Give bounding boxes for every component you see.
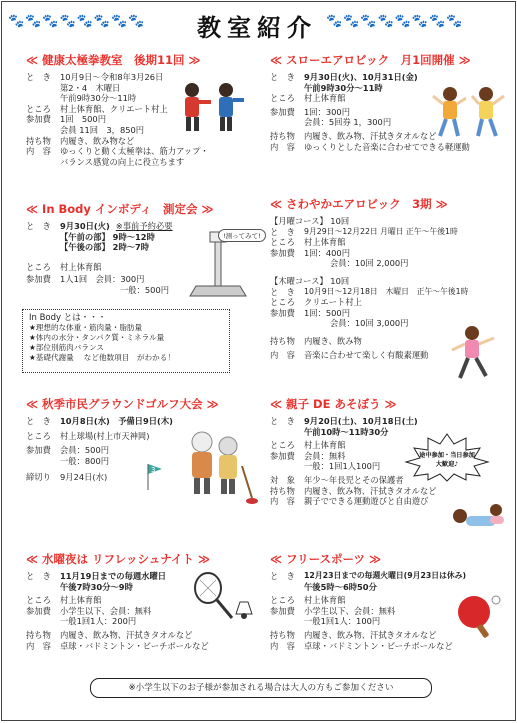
label-when: と き xyxy=(270,226,295,237)
burst-line-1: 途中参加・当日参加 xyxy=(419,452,475,459)
label-content: 内 容 xyxy=(270,349,295,360)
value-when: 12月23日までの毎週火曜日(9月23日は休み) xyxy=(304,571,467,580)
paw-prints-left: 🐾🐾🐾🐾🐾🐾🐾🐾 xyxy=(8,14,146,29)
label-place: ところ xyxy=(270,237,295,248)
value-bring: 内履き、飲み物 xyxy=(304,335,362,346)
value-place: 村上体育館 xyxy=(304,440,346,451)
value-when-time: 午後7時30分～9時 xyxy=(60,581,133,592)
label-bring: 持ち物 xyxy=(270,335,295,346)
label-target: 対 象 xyxy=(270,474,295,485)
value-content: ゆっくりとした音楽に合わせてできる軽運動 xyxy=(304,141,470,152)
speech-bubble: !測ってみて! xyxy=(218,229,266,242)
label-fee: 参加費 xyxy=(270,307,295,318)
value-fee-general: 一般：800円 xyxy=(60,455,110,466)
value-when-afternoon: 【午後の部】 2時～7時 xyxy=(60,242,150,253)
value-bring: 内履き、飲み物、汗拭きタオルなど xyxy=(304,629,437,640)
section-title: ≪ 健康太極拳教室 後期11回 ≫ xyxy=(26,53,201,67)
label-bring: 持ち物 xyxy=(270,629,295,640)
value-when-day: 第2・4 木曜日 xyxy=(60,82,121,93)
label-content: 内 容 xyxy=(270,640,295,651)
value-place: 村上体育館 xyxy=(60,261,102,272)
label-deadline: 締切り xyxy=(26,472,51,483)
label-when: と き xyxy=(26,221,51,231)
value-fee: 1回：500円 xyxy=(304,307,351,318)
footer-note: ※小学生以下のお子様が参加される場合は大人の方もご参加ください xyxy=(90,678,432,698)
value-when-time: 午前9時30分～11時 xyxy=(60,93,137,104)
header xyxy=(2,6,515,42)
value-place: 村上球場(村上市天神岡) xyxy=(60,430,150,441)
label-bring: 持ち物 xyxy=(270,485,295,496)
info-line: ★理想的な体重・筋肉量・脂肪量 xyxy=(29,323,143,332)
label-when: と き xyxy=(270,72,295,82)
section-title: ≪ In Body インボディ 測定会 ≫ xyxy=(26,202,214,216)
label-fee: 参加費 xyxy=(26,605,51,616)
info-box-title: In Body とは・・・ xyxy=(29,313,107,323)
section-title: ≪ スローエアロビック 月1回開催 ≫ xyxy=(270,53,471,67)
section-title: ≪ 秋季市民グラウンドゴルフ大会 ≫ xyxy=(26,397,219,411)
label-place: ところ xyxy=(26,430,51,441)
value-content: 親子でできる運動遊びと自由遊び xyxy=(304,496,429,507)
label-when: と き xyxy=(270,286,295,297)
label-bring: 持ち物 xyxy=(26,629,51,640)
info-line: ★体内の水分・タンパク質・ミネラル量 xyxy=(29,333,165,342)
value-content: 卓球・バドミントン・ビーチボールなど xyxy=(304,640,453,651)
value-deadline: 9月24日(水) xyxy=(60,472,108,483)
value-fee: 1回：400円 xyxy=(304,247,351,258)
value-bring: 内履き、飲み物など xyxy=(60,135,135,146)
label-place: ところ xyxy=(26,261,51,272)
value-fee-general: 一般1回1人：100円 xyxy=(304,616,381,627)
value-bring: 内履き、飲み物、汗拭きタオルなど xyxy=(304,130,437,141)
label-fee: 参加費 xyxy=(26,445,51,456)
value-place: 村上体育館 xyxy=(60,595,102,606)
label-place: ところ xyxy=(26,595,51,606)
section-title: ≪ 水曜夜は リフレッシュナイト ≫ xyxy=(26,552,210,566)
label-fee: 参加費 xyxy=(270,247,295,258)
dancer-illustration xyxy=(446,324,502,382)
value-fee: 小学生以下、会員：無料 xyxy=(60,605,152,616)
aerobics-illustration xyxy=(430,84,508,142)
label-when: と き xyxy=(270,416,295,426)
section-title: ≪ フリースポーツ ≫ xyxy=(270,552,382,566)
value-fee-general: 一般1回1人：200円 xyxy=(60,616,137,627)
value-when-time: 午後5時～6時50分 xyxy=(304,581,377,592)
value-place: 村上体育館、クリエート村上 xyxy=(60,103,168,114)
value-bring: 内履き、飲み物、汗拭きタオルなど xyxy=(60,629,193,640)
info-line: ★基礎代謝量 など他数項目 がわかる！ xyxy=(29,353,175,362)
page-title: 教室紹介 xyxy=(197,14,317,42)
value-target: 年少～年長児とその保護者 xyxy=(304,474,404,485)
label-fee: 参加費 xyxy=(270,450,295,461)
label-place: ところ xyxy=(270,595,295,606)
section-title: ≪ 親子 DE あそぼう ≫ xyxy=(270,397,397,411)
value-bring: 内履き、飲み物、汗拭きタオルなど xyxy=(304,485,437,496)
label-content: 内 容 xyxy=(26,640,51,651)
label-when: と き xyxy=(26,72,51,82)
label-fee: 参加費 xyxy=(26,274,51,285)
value-when-time: 午前10時～11時30分 xyxy=(304,426,389,437)
value-fee-general: 一般：1回1人100円 xyxy=(304,461,381,472)
reservation-note: ※事前予約必要 xyxy=(115,221,173,231)
value-when: 9月30日(火)、10月31日(金) xyxy=(304,72,418,82)
golf-illustration xyxy=(142,426,258,518)
value-fee: 1回：300円 xyxy=(304,106,351,117)
value-when: 11月19日までの毎週水曜日 xyxy=(60,571,167,581)
label-place: ところ xyxy=(26,103,51,114)
label-content: 内 容 xyxy=(270,141,295,152)
value-fee: 1回 500円 xyxy=(60,114,107,125)
value-when-time: 午前9時30分～11時 xyxy=(304,82,383,93)
value-fee-member: 会員：10回 3,000円 xyxy=(330,318,409,329)
paw-prints-right: 🐾🐾🐾🐾🐾🐾🐾🐾 xyxy=(326,14,464,29)
value-when: 10月8日(水) 予備日9日(木) xyxy=(60,416,173,426)
burst-badge xyxy=(402,432,492,482)
badminton-illustration xyxy=(190,572,256,622)
ping-pong-illustration xyxy=(452,592,504,638)
label-content: 内 容 xyxy=(26,146,51,157)
value-when: 9月30日(火) xyxy=(60,221,110,231)
value-fee-member: 会員 11回 3，850円 xyxy=(60,124,145,135)
value-content: ゆっくりと動く太極拳は、筋力アップ・ xyxy=(60,146,209,157)
family-illustration xyxy=(446,502,510,540)
value-fee-general: 一般：500円 xyxy=(120,284,170,295)
label-place: ところ xyxy=(270,93,295,104)
value-when: 9月29日～12月22日 月曜日 正午～午後1時 xyxy=(304,226,458,236)
inbody-info-box xyxy=(22,309,230,373)
label-bring: 持ち物 xyxy=(270,130,295,141)
label-content: 内 容 xyxy=(270,496,295,507)
value-when: 10月9日～令和8年3月26日 xyxy=(60,72,164,82)
label-place: ところ xyxy=(270,440,295,451)
value-fee: 小学生以下、会員：無料 xyxy=(304,605,396,616)
label-bring: 持ち物 xyxy=(26,135,51,146)
value-place: 村上体育館 xyxy=(304,93,346,104)
info-line: ★部位別筋肉バランス xyxy=(29,343,104,352)
value-when: 10月9日～12月18日 木曜日 正午～午後1時 xyxy=(304,286,469,296)
flag-number: 3 xyxy=(151,466,156,474)
value-content-2: バランス感覚の向上に役立ちます xyxy=(60,156,185,167)
label-fee: 参加費 xyxy=(270,106,295,117)
value-when-morning: 【午前の部】 9時～12時 xyxy=(60,231,155,242)
value-when: 9月20日(土)、10月18日(土) xyxy=(304,416,418,426)
taichi-illustration xyxy=(174,80,246,134)
value-fee: 会員：500円 xyxy=(60,445,110,456)
value-fee-member: 会員：10回 2,000円 xyxy=(330,258,409,269)
value-fee: 会員：無料 xyxy=(304,450,346,461)
value-fee-member: 会員：5回券 1，300円 xyxy=(304,117,392,128)
course-thursday: 【木曜コース】 10回 xyxy=(270,275,350,286)
value-place: 村上体育館 xyxy=(304,595,346,606)
label-when: と き xyxy=(270,571,295,581)
flyer-page xyxy=(1,1,516,721)
course-monday: 【月曜コース】 10回 xyxy=(270,216,350,226)
label-place: ところ xyxy=(270,297,295,308)
label-fee: 参加費 xyxy=(26,114,51,125)
value-content: 音楽に合わせて楽しく有酸素運動 xyxy=(304,349,429,360)
label-when: と き xyxy=(26,416,51,426)
label-when: と き xyxy=(26,571,51,581)
label-fee: 参加費 xyxy=(270,605,295,616)
burst-line-2: 大歓迎♪ xyxy=(435,461,459,468)
value-place: クリエート村上 xyxy=(304,297,362,308)
value-place: 村上体育館 xyxy=(304,237,346,248)
section-title: ≪ さわやかエアロビック 3期 ≫ xyxy=(270,197,448,211)
value-content: 卓球・バドミントン・ビーチボールなど xyxy=(60,640,209,651)
value-fee: 1人1回 会員：300円 xyxy=(60,274,145,285)
